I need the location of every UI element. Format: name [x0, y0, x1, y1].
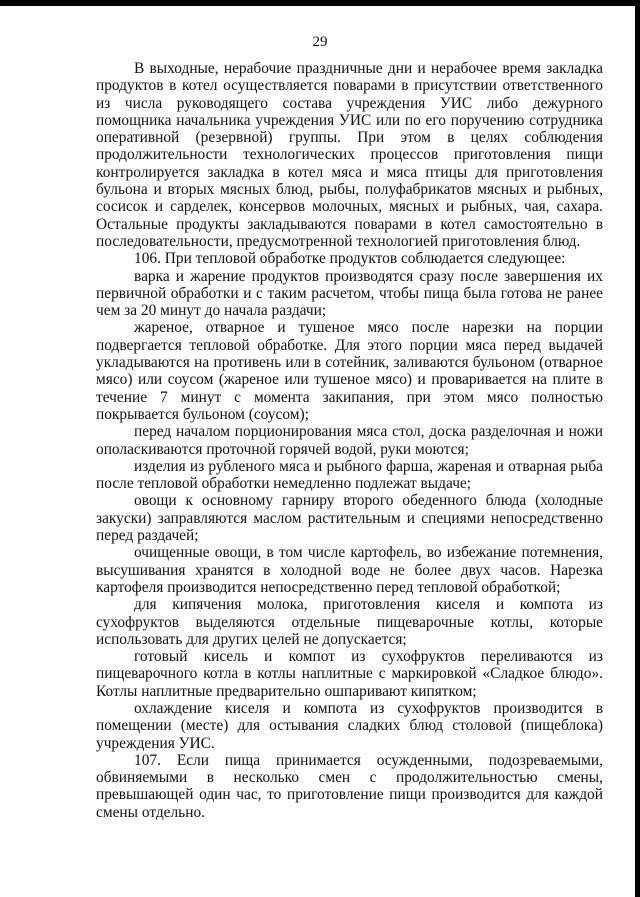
paragraph-item-107: 107. Если пища принимается осужденными, подозреваемыми, обвиняемыми в несколько смен с продолжительностью смены, превышающей один час, то приготовление пищи производится для каждой смены отдельно. [96, 751, 603, 821]
paragraph-cooling-sweets: охлаждение киселя и компота из сухофруктов производится в помещении (месте) для остывания сладких блюд столовой (пищеблока) учреждения УИС. [96, 699, 603, 752]
paragraph-item-106: 106. При тепловой обработке продуктов соблюдается следующее: [134, 250, 566, 268]
scan-border-right [635, 0, 640, 897]
paragraph-boiling-frying: варка и жарение продуктов производятся сразу после завершения их первичной обработки и с таким расчетом, чтобы пища была готова не ранее чем за 20 минут до начала раздачи; [96, 267, 603, 320]
paragraph-milk-kettles: для кипячения молока, приготовления киселя и компота из сухофруктов выделяются отдельные пищеварочные котлы, которые использовать для других целей не допускается; [96, 596, 603, 648]
paragraph-meat-portions: жареное, отварное и тушеное мясо после нарезки на порции подвергается тепловой обработке. Для этого порции мяса перед выдачей укладываются на противень или в сотейник, заливаются бульоном (отварное мясо) или соусом (жареное или тушеное мясо) и проваривается на плите в течение 7 минут с момента закипания, при этом мясо полностью покрывается бульоном (соусом); [96, 319, 603, 423]
paragraph-peeled-vegetables: очищенные овощи, в том числе картофель, во избежание потемнения, высушивания хранятся в холодной воде не более двух часов. Нарезка картофеля производится непосредственно перед тепловой обработкой; [96, 544, 603, 596]
paragraph-kissel-transfer: готовый кисель и компот из сухофруктов переливаются из пищеварочного котла в котлы наплитные с маркировкой «Сладкое блюдо». Котлы наплитные предварительно ошпаривают кипятком; [96, 648, 603, 700]
document-body [96, 60, 603, 821]
paragraph-weekend-loading: В выходные, нерабочие праздничные дни и нерабочее время закладка продуктов в котел осуществляется поварами в присутствии ответственного из числа руководящего состава учреждения УИС либо дежурного помощника начальника учреждения УИС или по его поручению сотрудника оперативной (резервной) группы. При этом в целях соблюдения продолжительности технологических процессов приготовления пищи контролируется закладка в котел мяса и мяса птицы для приготовления бульона и вторых мясных блюд, рыбы, полуфабрикатов мясных и рыбных, сосисок и сарделек, консервов молочных, мясных и рыбных, чая, сахара. Остальные продукты закладываются поварами в котел самостоятельно в последовательности, предусмотренной технологией приготовления блюд. [96, 60, 603, 250]
paragraph-vegetable-garnish: овощи к основному гарниру второго обеденного блюда (холодные закуски) заправляются маслом растительным и специями непосредственно перед раздачей; [96, 492, 603, 545]
page-number: 29 [312, 34, 328, 50]
scan-border-top [0, 0, 640, 6]
paragraph-minced-fish: изделия из рубленого мяса и рыбного фарша, жареная и отварная рыба после тепловой обработки немедленно подлежат выдаче; [96, 457, 603, 493]
paragraph-portioning-hygiene: перед началом порционирования мяса стол, доска разделочная и ножи ополаскиваются проточной горячей водой, руки моются; [96, 423, 603, 458]
